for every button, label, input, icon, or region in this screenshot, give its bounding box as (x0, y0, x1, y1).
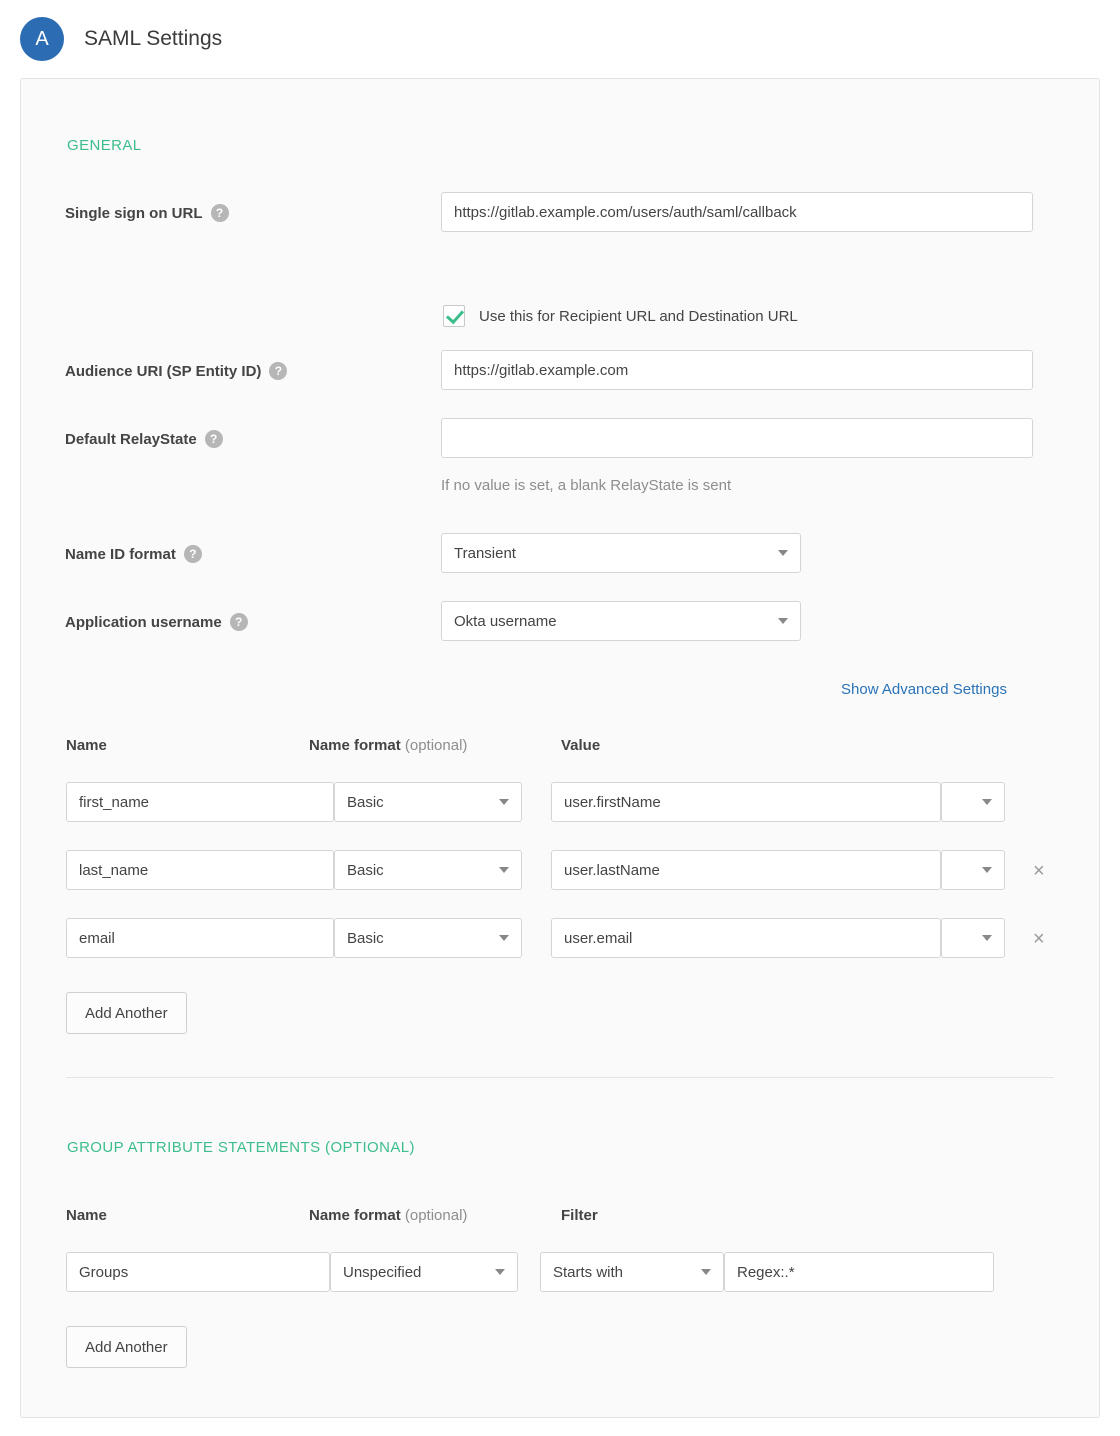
section-divider (66, 1077, 1054, 1078)
help-icon[interactable]: ? (184, 545, 202, 563)
label-default-relaystate-text: Default RelayState (65, 431, 197, 448)
attribute-name-input[interactable] (66, 850, 334, 890)
group-filter-type-select[interactable] (540, 1252, 724, 1292)
application-username-value: Okta username (454, 612, 557, 630)
attribute-name-format-select[interactable] (334, 850, 522, 890)
column-header-name: Name (66, 737, 107, 754)
attribute-name-format-value: Basic (347, 861, 384, 879)
chevron-down-icon (982, 935, 992, 941)
group-filter-type-value: Starts with (553, 1263, 624, 1281)
help-icon[interactable]: ? (211, 204, 229, 222)
attribute-value-dropdown[interactable] (941, 918, 1005, 958)
section-title-group-attributes: GROUP ATTRIBUTE STATEMENTS (OPTIONAL) (67, 1139, 415, 1156)
group-column-header-name-format (309, 1207, 467, 1224)
attribute-name-input[interactable] (66, 918, 334, 958)
default-relaystate-input[interactable] (441, 418, 1033, 458)
attribute-value-input[interactable] (551, 782, 941, 822)
add-another-attribute-button[interactable]: Add Another (66, 992, 187, 1034)
single-sign-on-url-input[interactable] (441, 192, 1033, 232)
chevron-down-icon (499, 799, 509, 805)
group-attribute-name-input[interactable] (66, 1252, 330, 1292)
chevron-down-icon (982, 799, 992, 805)
label-single-sign-on-url-text: Single sign on URL (65, 205, 203, 222)
attribute-name-format-value: Basic (347, 929, 384, 947)
attribute-value-dropdown[interactable] (941, 850, 1005, 890)
default-relaystate-hint: If no value is set, a blank RelayState is sent (441, 477, 732, 494)
chevron-down-icon (499, 867, 509, 873)
column-header-value: Value (561, 737, 601, 754)
page-header (0, 0, 1120, 78)
group-filter-value-input[interactable] (724, 1252, 994, 1292)
show-advanced-settings-link[interactable]: Show Advanced Settings (841, 681, 1007, 698)
attribute-name-format-value: Basic (347, 793, 384, 811)
chevron-down-icon (701, 1269, 711, 1275)
label-application-username-text: Application username (65, 614, 222, 631)
group-column-header-name-format-optional: (optional) (400, 1207, 468, 1224)
name-id-format-value: Transient (454, 544, 516, 562)
label-name-id-format-text: Name ID format (65, 546, 176, 563)
group-column-header-filter: Filter (561, 1207, 598, 1224)
group-attribute-name-format-value: Unspecified (343, 1263, 422, 1281)
checkbox-row-recipient-url[interactable] (443, 305, 798, 327)
saml-settings-panel (20, 78, 1100, 1418)
help-icon[interactable]: ? (205, 430, 223, 448)
section-title-general: GENERAL (67, 137, 142, 154)
attribute-name-format-select[interactable] (334, 782, 522, 822)
group-attribute-name-format-select[interactable] (330, 1252, 518, 1292)
group-column-header-name-format-text: Name format (309, 1207, 401, 1224)
name-id-format-select[interactable] (441, 533, 801, 573)
label-name-id-format (65, 546, 202, 564)
column-header-name-format (309, 737, 467, 754)
checkbox-recipient-url[interactable] (443, 305, 465, 327)
chevron-down-icon (499, 935, 509, 941)
audience-uri-input[interactable] (441, 350, 1033, 390)
column-header-name-format-optional: (optional) (400, 737, 468, 754)
remove-attribute-row-icon[interactable]: × (1033, 928, 1045, 950)
chevron-down-icon (982, 867, 992, 873)
chevron-down-icon (495, 1269, 505, 1275)
label-application-username (65, 614, 248, 632)
column-header-name-format-text: Name format (309, 737, 401, 754)
attribute-value-input[interactable] (551, 850, 941, 890)
help-icon[interactable]: ? (230, 613, 248, 631)
chevron-down-icon (778, 550, 788, 556)
attribute-name-format-select[interactable] (334, 918, 522, 958)
label-single-sign-on-url (65, 205, 229, 223)
page-title: SAML Settings (84, 27, 223, 50)
label-audience-uri (65, 363, 287, 381)
attribute-value-dropdown[interactable] (941, 782, 1005, 822)
application-username-select[interactable] (441, 601, 801, 641)
checkbox-recipient-url-label: Use this for Recipient URL and Destination URL (479, 307, 798, 325)
chevron-down-icon (778, 618, 788, 624)
label-default-relaystate (65, 431, 223, 449)
add-another-group-button[interactable]: Add Another (66, 1326, 187, 1368)
help-icon[interactable]: ? (269, 362, 287, 380)
avatar: A (20, 17, 64, 61)
label-audience-uri-text: Audience URI (SP Entity ID) (65, 363, 262, 380)
remove-attribute-row-icon[interactable]: × (1033, 860, 1045, 882)
attribute-value-input[interactable] (551, 918, 941, 958)
attribute-name-input[interactable] (66, 782, 334, 822)
group-column-header-name: Name (66, 1207, 107, 1224)
